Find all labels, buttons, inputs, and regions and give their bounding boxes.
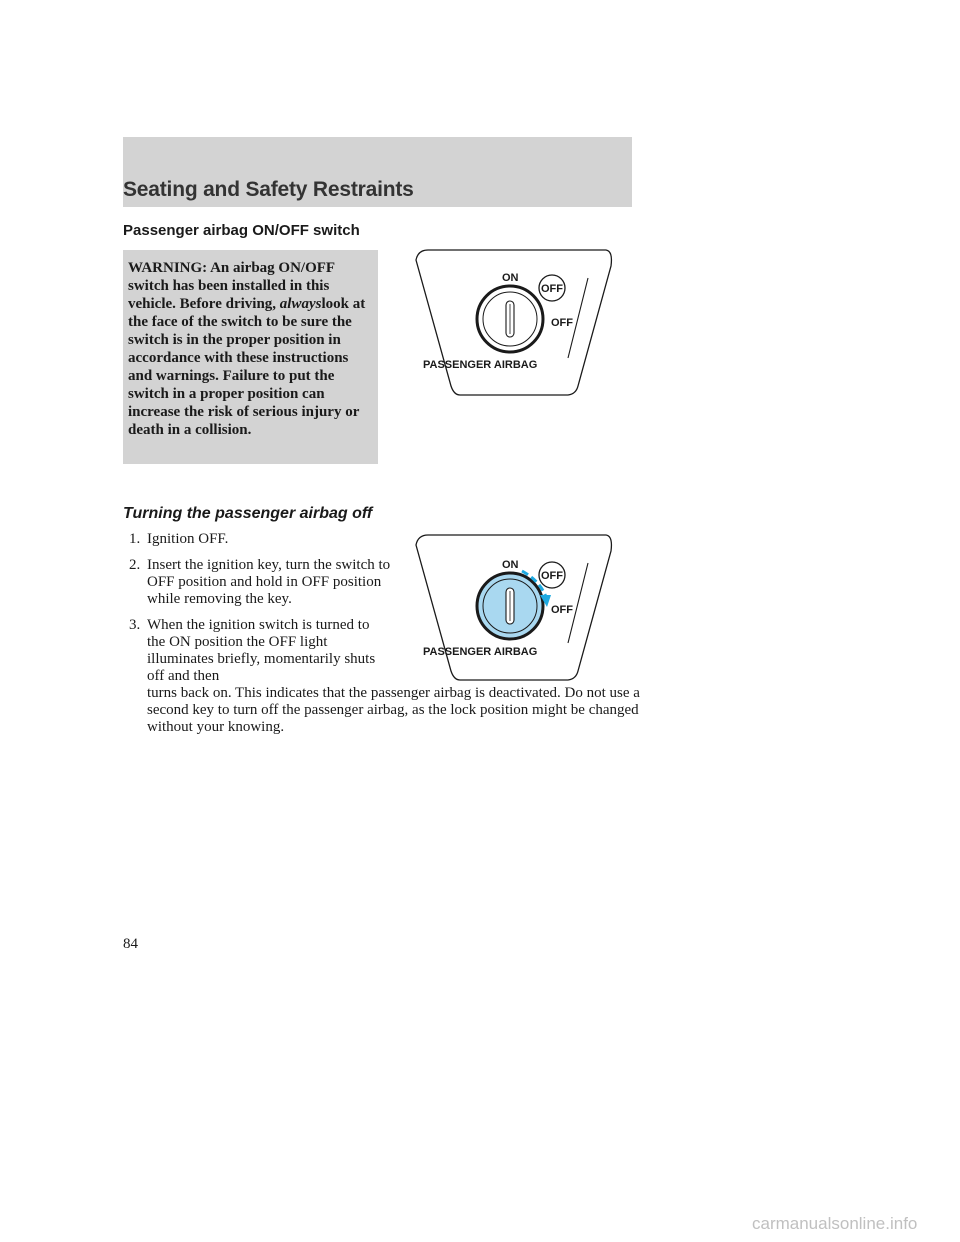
figure-caption: PASSENGER AIRBAG xyxy=(423,359,538,371)
warning-box xyxy=(123,250,378,464)
off-indicator-label: OFF xyxy=(541,570,563,582)
warning-text: WARNING: An airbag ON/OFF switch has been installed in this vehicle. Before driving, alwayslook at the face of the switch to be sure the switch is in the proper position in accordance with these instructions and warnings. Failure to put the switch in a proper position can increase the risk of serious injury or death in a collision. xyxy=(128,260,366,438)
subsection-title: Passenger airbag ON/OFF switch xyxy=(123,222,360,239)
procedure-steps xyxy=(123,531,643,736)
off-label: OFF xyxy=(551,317,573,329)
list-item: 3. When the ignition switch is turned to the ON position the OFF light illuminates briefly, momentarily shuts off and then turns back on. This indicates that the passenger airbag is deactivated. Do not use a second key to turn off the passenger airbag, as the lock position might be changed without your knowing. xyxy=(129,617,640,735)
airbag-switch-illustration xyxy=(408,248,614,396)
on-label: ON xyxy=(502,559,519,571)
watermark: carmanualsonline.info xyxy=(752,1214,918,1233)
off-indicator-label: OFF xyxy=(541,283,563,295)
list-item: 1. Ignition OFF. xyxy=(129,531,229,547)
procedure-title: Turning the passenger airbag off xyxy=(123,505,373,522)
airbag-switch-figure xyxy=(408,248,614,396)
warning-emphasis: always xyxy=(279,296,322,312)
on-label: ON xyxy=(502,272,519,284)
figure-caption: PASSENGER AIRBAG xyxy=(423,646,538,658)
list-item: 2. Insert the ignition key, turn the switch to OFF position and hold in OFF position while removing the key. xyxy=(129,557,391,607)
off-label: OFF xyxy=(551,604,573,616)
page-number: 84 xyxy=(123,936,138,952)
section-title: Seating and Safety Restraints xyxy=(123,178,414,201)
